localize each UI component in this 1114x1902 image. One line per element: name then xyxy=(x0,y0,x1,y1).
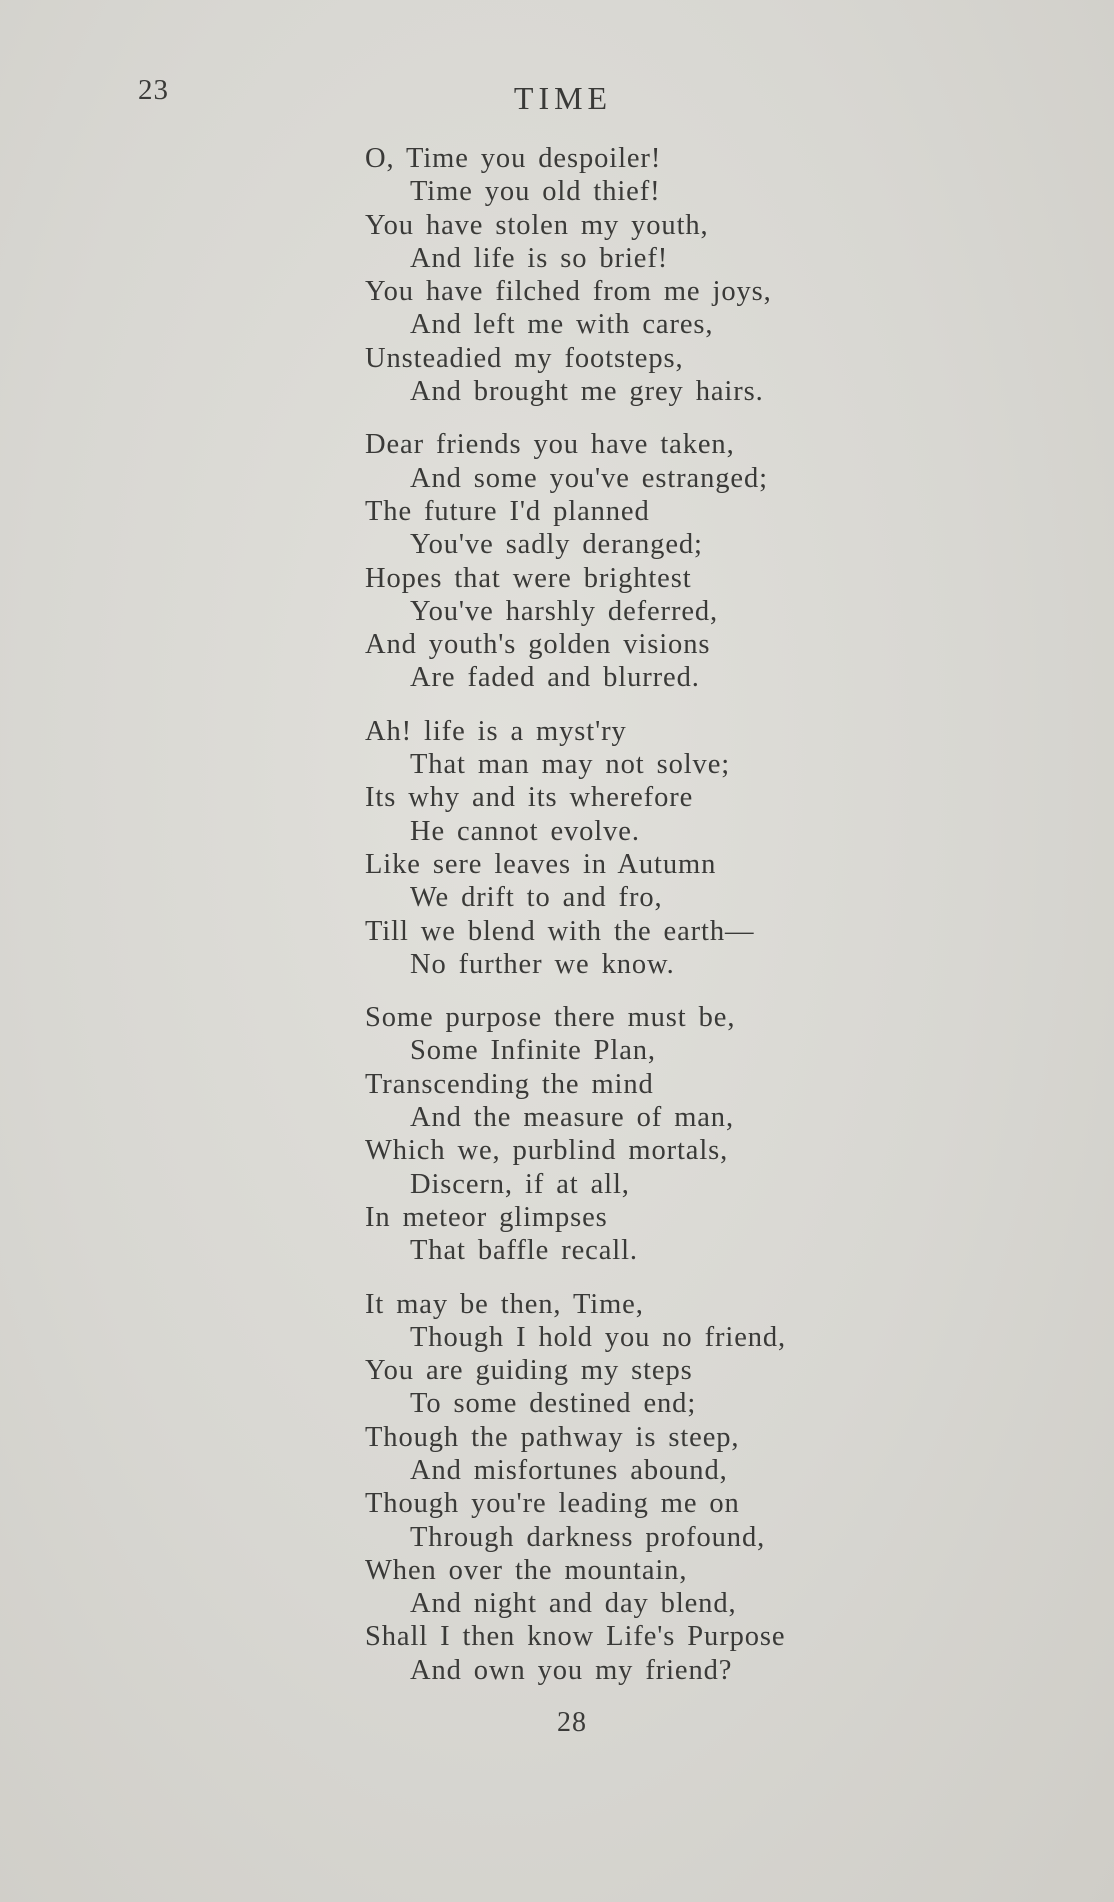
poem-line: You are guiding my steps xyxy=(365,1355,693,1387)
poem-line: Which we, purblind mortals, xyxy=(365,1135,729,1167)
poem-title: TIME xyxy=(513,80,613,116)
poem-line: And some you've estranged; xyxy=(410,462,768,494)
poem-line: Time you old thief! xyxy=(410,176,661,208)
poem-line: Unsteadied my footsteps, xyxy=(365,342,684,374)
poem-line: You have stolen my youth, xyxy=(365,209,709,241)
poem-line: Through darkness profound, xyxy=(410,1521,766,1553)
poem-line: And misfortunes abound, xyxy=(410,1454,728,1486)
poem-line: You've harshly deferred, xyxy=(410,595,719,627)
page-number-top: 23 xyxy=(138,74,169,106)
poem-line: And the measure of man, xyxy=(410,1102,734,1134)
poem-line: Though I hold you no friend, xyxy=(410,1321,787,1353)
stanza xyxy=(365,1001,885,1267)
stanza xyxy=(365,715,885,981)
poem-line: You've sadly deranged; xyxy=(410,529,703,561)
poem-line: Ah! life is a myst'ry xyxy=(365,715,627,747)
poem-line: Some purpose there must be, xyxy=(365,1002,736,1034)
stanza xyxy=(365,1288,885,1688)
poem-line: Discern, if at all, xyxy=(410,1168,630,1200)
poem-line: And life is so brief! xyxy=(410,242,669,274)
stanza xyxy=(365,142,885,408)
poem-line: Till we blend with the earth— xyxy=(365,915,755,947)
poem-line: Are faded and blurred. xyxy=(410,662,700,694)
poem-line: To some destined end; xyxy=(410,1388,697,1420)
poem-line: Its why and its wherefore xyxy=(365,782,694,814)
poem-body xyxy=(365,142,885,1707)
poem-line: And youth's golden visions xyxy=(365,629,711,661)
stanza xyxy=(365,428,885,694)
poem-line: In meteor glimpses xyxy=(365,1201,608,1233)
poem-line: When over the mountain, xyxy=(365,1554,688,1586)
page-number-bottom: 28 xyxy=(557,1707,587,1738)
poem-line: Dear friends you have taken, xyxy=(365,429,735,461)
poem-line: That man may not solve; xyxy=(410,749,731,781)
poem-line: Hopes that were brightest xyxy=(365,562,692,594)
poem-line: Though you're leading me on xyxy=(365,1488,740,1520)
poem-line: Some Infinite Plan, xyxy=(410,1035,656,1067)
poem-line: That baffle recall. xyxy=(410,1235,638,1267)
poem-line: It may be then, Time, xyxy=(365,1288,644,1320)
poem-line: We drift to and fro, xyxy=(410,882,663,914)
poem-line: He cannot evolve. xyxy=(410,815,640,847)
poem-line: No further we know. xyxy=(410,948,675,980)
poem-line: You have filched from me joys, xyxy=(365,276,772,308)
poem-line: Like sere leaves in Autumn xyxy=(365,848,717,880)
poem-line: O, Time you despoiler! xyxy=(365,143,662,174)
poem-line: And brought me grey hairs. xyxy=(410,376,764,408)
poem-line: And own you my friend? xyxy=(410,1654,733,1686)
poem-line: The future I'd planned xyxy=(365,495,650,527)
poem-line: And night and day blend, xyxy=(410,1588,737,1620)
poem-line: Shall I then know Life's Purpose xyxy=(365,1621,786,1653)
poem-line: Though the pathway is steep, xyxy=(365,1421,740,1453)
poem-line: Transcending the mind xyxy=(365,1068,654,1100)
poem-line: And left me with cares, xyxy=(410,309,714,341)
